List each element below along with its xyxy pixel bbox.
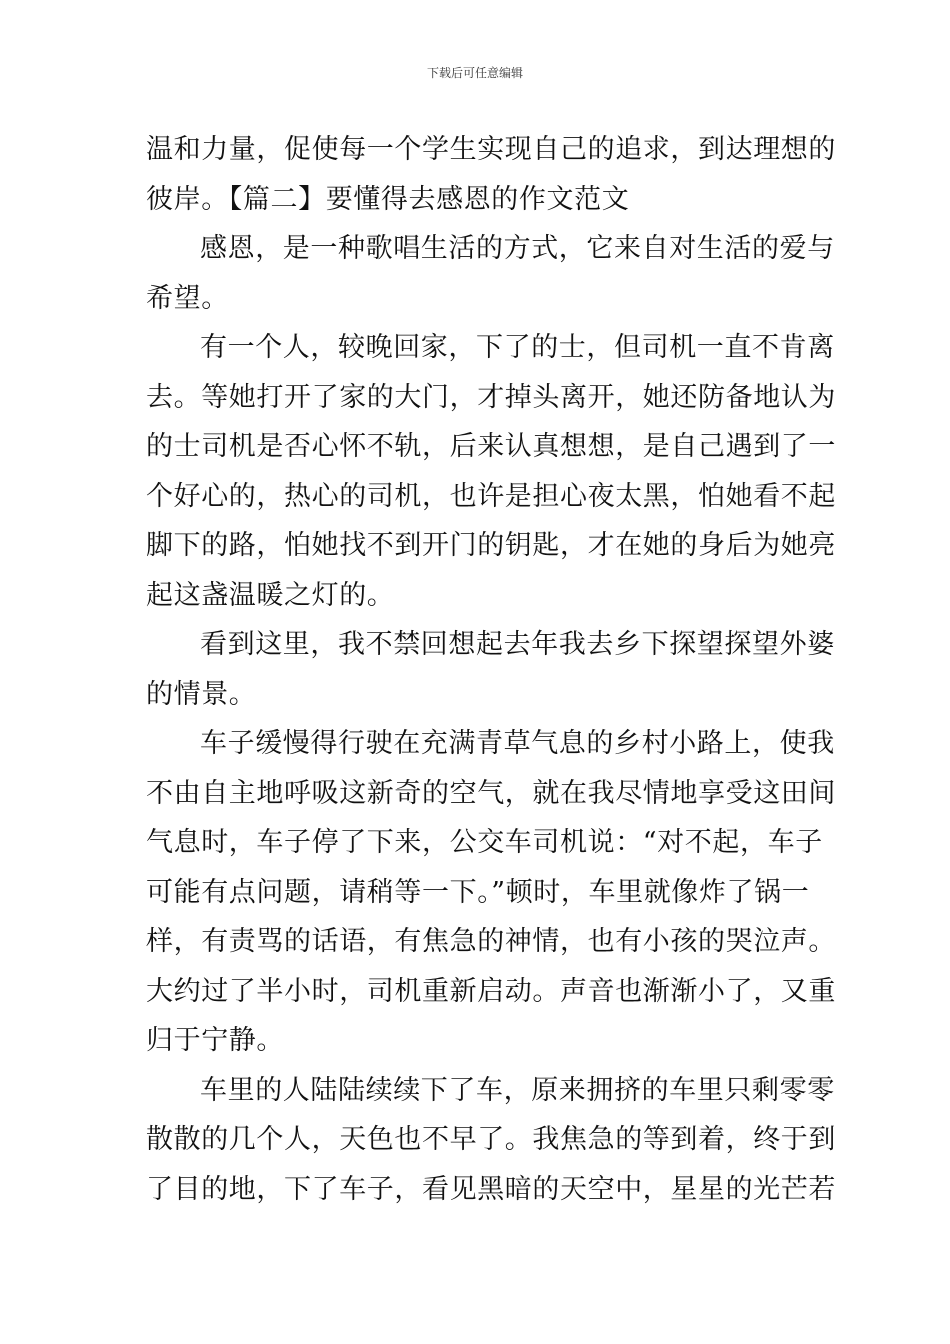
text-line: 散散的几个人，天色也不早了。我焦急的等到着，终于到 <box>146 1124 836 1155</box>
text-line: 不由自主地呼吸这新奇的空气，就在我尽情地享受这田间 <box>146 777 836 809</box>
text-line: 希望。 <box>146 282 229 314</box>
paragraph-start-line: 感恩，是一种歌唱生活的方式，它来自对生活的爱与 <box>200 233 835 264</box>
document-body <box>146 125 836 1214</box>
paragraph-start-line: 车里的人陆陆续续下了车，原来拥挤的车里只剩零零 <box>200 1074 835 1106</box>
text-line: 了目的地，下了车子，看见黑暗的天空中，星星的光芒若 <box>146 1173 836 1205</box>
text-line: 样，有责骂的话语，有焦急的神情，也有小孩的哭泣声。 <box>146 926 836 957</box>
paragraph-start-line: 车子缓慢得行驶在充满青草气息的乡村小路上，使我 <box>200 728 835 759</box>
text-line: 个好心的，热心的司机，也许是担心夜太黑，怕她看不起 <box>146 480 836 512</box>
text-line: 去。等她打开了家的大门，才掉头离开，她还防备地认为 <box>146 381 836 413</box>
text-line: 归于宁静。 <box>146 1025 284 1056</box>
text-line: 可能有点问题，请稍等一下。”顿时，车里就像炸了锅一 <box>146 876 810 908</box>
text-line: 大约过了半小时，司机重新启动。声音也渐渐小了，又重 <box>146 975 836 1007</box>
text-line: 彼岸。【篇二】要懂得去感恩的作文范文 <box>146 183 630 215</box>
text-line: 的情景。 <box>146 678 257 710</box>
paragraph-start-line: 看到这里，我不禁回想起去年我去乡下探望探望外婆 <box>200 629 835 660</box>
page-header: 下载后可任意编辑 <box>426 66 523 80</box>
text-line: 温和力量，促使每一个学生实现自己的追求，到达理想的 <box>146 134 836 165</box>
text-line: 的士司机是否心怀不轨，后来认真想想，是自己遇到了一 <box>146 431 836 462</box>
text-line: 起这盏温暖之灯的。 <box>146 579 395 611</box>
text-line: 脚下的路，怕她找不到开门的钥匙，才在她的身后为她亮 <box>146 530 836 561</box>
text-line: 气息时，车子停了下来，公交车司机说：“对不起，车子 <box>146 827 823 858</box>
paragraph-start-line: 有一个人，较晚回家，下了的士，但司机一直不肯离 <box>200 332 835 363</box>
